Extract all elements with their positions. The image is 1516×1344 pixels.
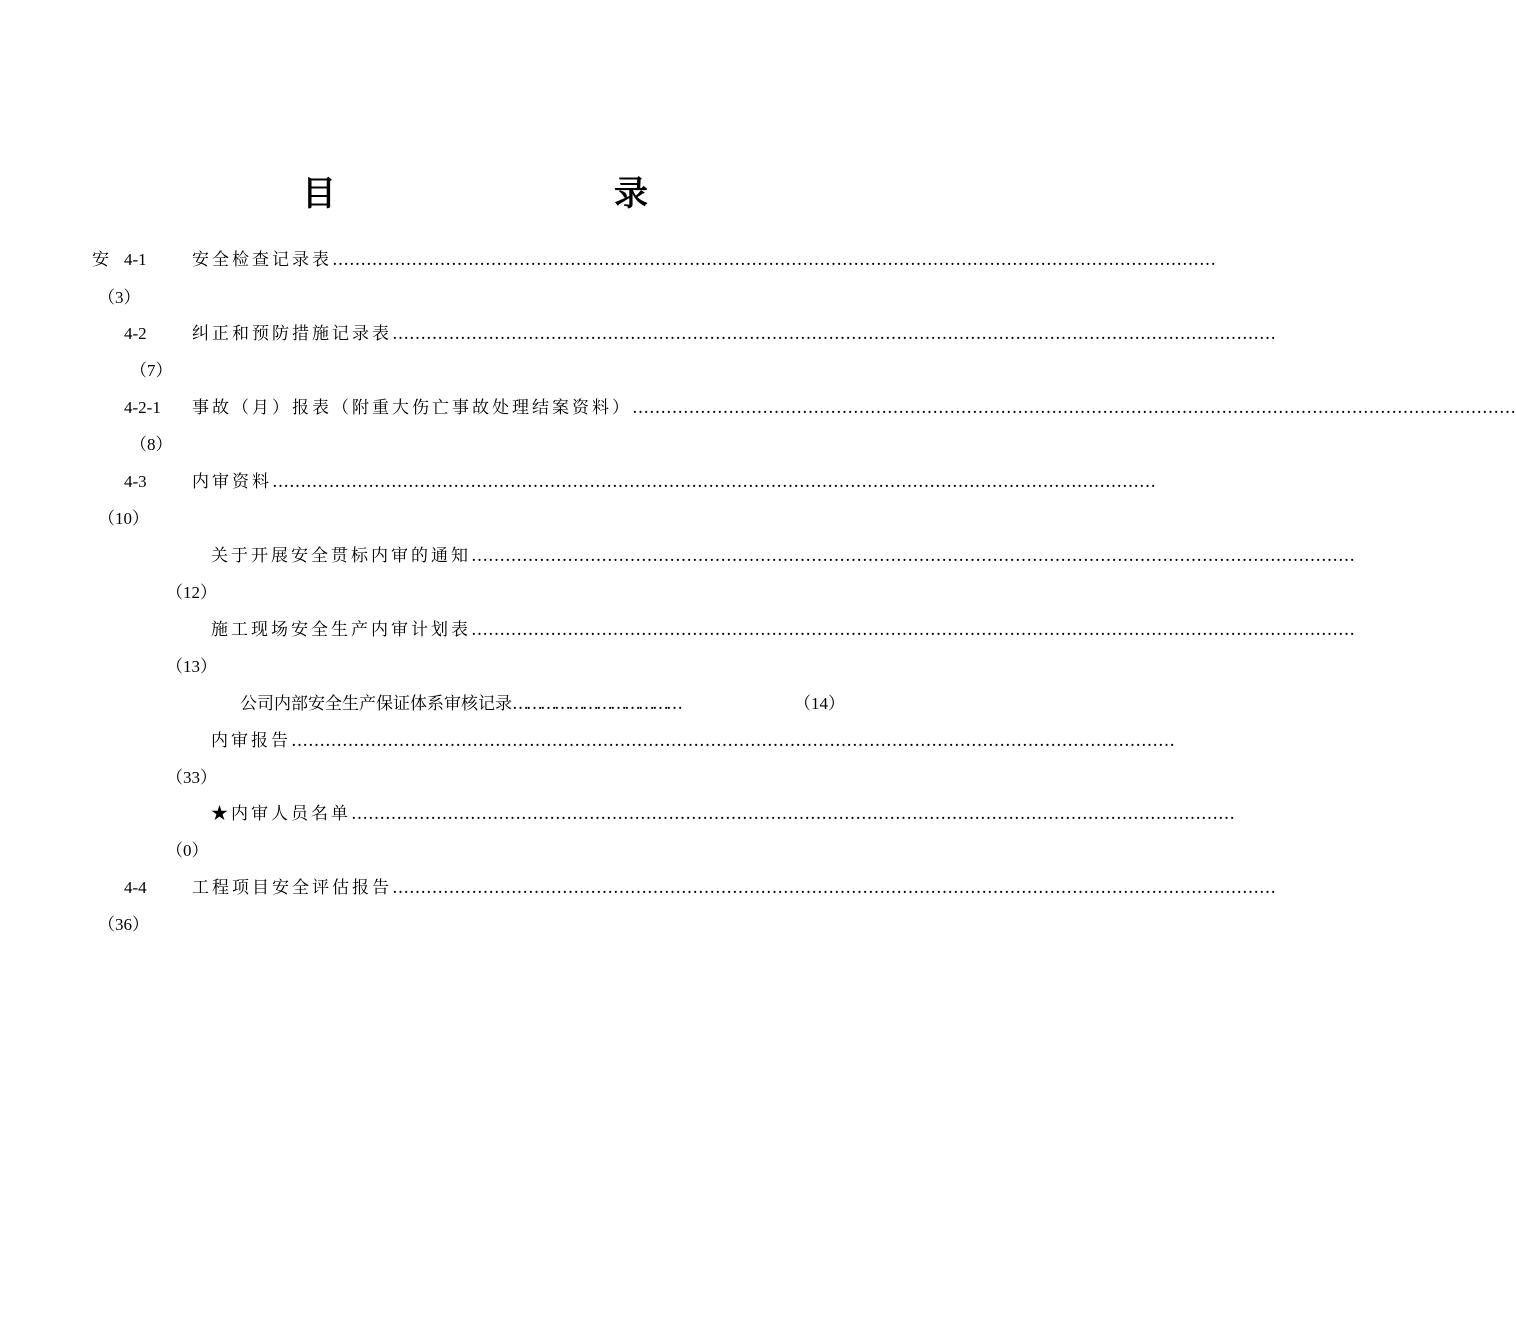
page-title: 目 录: [302, 174, 718, 214]
toc-page-number: （14）: [794, 694, 845, 713]
toc-subentry[interactable]: [240, 692, 680, 716]
toc-entry-text: 内审资料: [192, 472, 272, 492]
toc-page-number: （12）: [166, 583, 217, 602]
toc-entry[interactable]: [192, 248, 1216, 272]
toc-page-number: （10）: [98, 509, 149, 528]
toc-entry-text: 事故（月）报表（附重大伤亡事故处理结案资料）: [192, 398, 632, 418]
toc-leader-dots: …………………………………………………………………………………………………………………………………………: [471, 620, 1355, 640]
toc-entry[interactable]: [192, 876, 1276, 900]
toc-entry-text: 公司内部安全生产保证体系审核记录: [240, 694, 512, 714]
toc-page-number: （13）: [166, 657, 217, 676]
toc-subentry[interactable]: [211, 802, 1235, 826]
toc-leader-dots: …………………………………………………………………………………………………………………………………………: [291, 731, 1175, 751]
toc-leader-dots: …………………………………………………………………………………………………………………………………………: [392, 324, 1276, 344]
toc-entry-text: 工程项目安全评估报告: [192, 878, 392, 898]
toc-entry-text: 安全检查记录表: [192, 250, 332, 270]
toc-code: 4-2-1: [124, 398, 161, 417]
toc-page-number: （36）: [98, 915, 149, 934]
toc-leader-dots: …………………………………………………………………………………………………………………………………………: [351, 804, 1235, 824]
toc-subentry[interactable]: [211, 544, 1355, 568]
toc-leader-dots: …………………………………………………………………………………………………………………………………………: [392, 878, 1276, 898]
toc-entry-text: 关于开展安全贯标内审的通知: [211, 546, 471, 566]
toc-page-number: （0）: [166, 841, 209, 860]
toc-entry-text: 施工现场安全生产内审计划表: [211, 620, 471, 640]
section-prefix: 安: [92, 250, 109, 270]
toc-page-number: （8）: [130, 435, 173, 454]
toc-leader-dots: …………………………………………………………………………………………………………………………………………: [272, 472, 1156, 492]
toc-code: 4-3: [124, 472, 147, 491]
toc-entry-text: 内审报告: [211, 731, 291, 751]
toc-subentry[interactable]: [211, 729, 1175, 753]
toc-leader-dots: …………………………………………………………………………………………………………………………………………: [471, 546, 1355, 566]
toc-leader-dots: …………………………………………………………………………………………………………………………………………: [332, 250, 1216, 270]
toc-entry-text: ★内审人员名单: [211, 804, 351, 824]
toc-subentry[interactable]: [211, 618, 1355, 642]
toc-code: 4-4: [124, 878, 147, 897]
toc-leader-dots: …………………………………………………………………………………………………………………………………………: [632, 398, 1516, 418]
toc-leader-dots: ………………………………: [512, 694, 680, 714]
toc-page-number: （3）: [98, 288, 141, 307]
toc-code: 4-1: [124, 250, 147, 269]
toc-entry[interactable]: [192, 470, 1156, 494]
toc-entry[interactable]: [192, 322, 1276, 346]
toc-code: 4-2: [124, 324, 147, 343]
toc-entry[interactable]: [192, 396, 1516, 420]
toc-page-number: （33）: [166, 768, 217, 787]
toc-page-number: （7）: [130, 361, 173, 380]
toc-entry-text: 纠正和预防措施记录表: [192, 324, 392, 344]
